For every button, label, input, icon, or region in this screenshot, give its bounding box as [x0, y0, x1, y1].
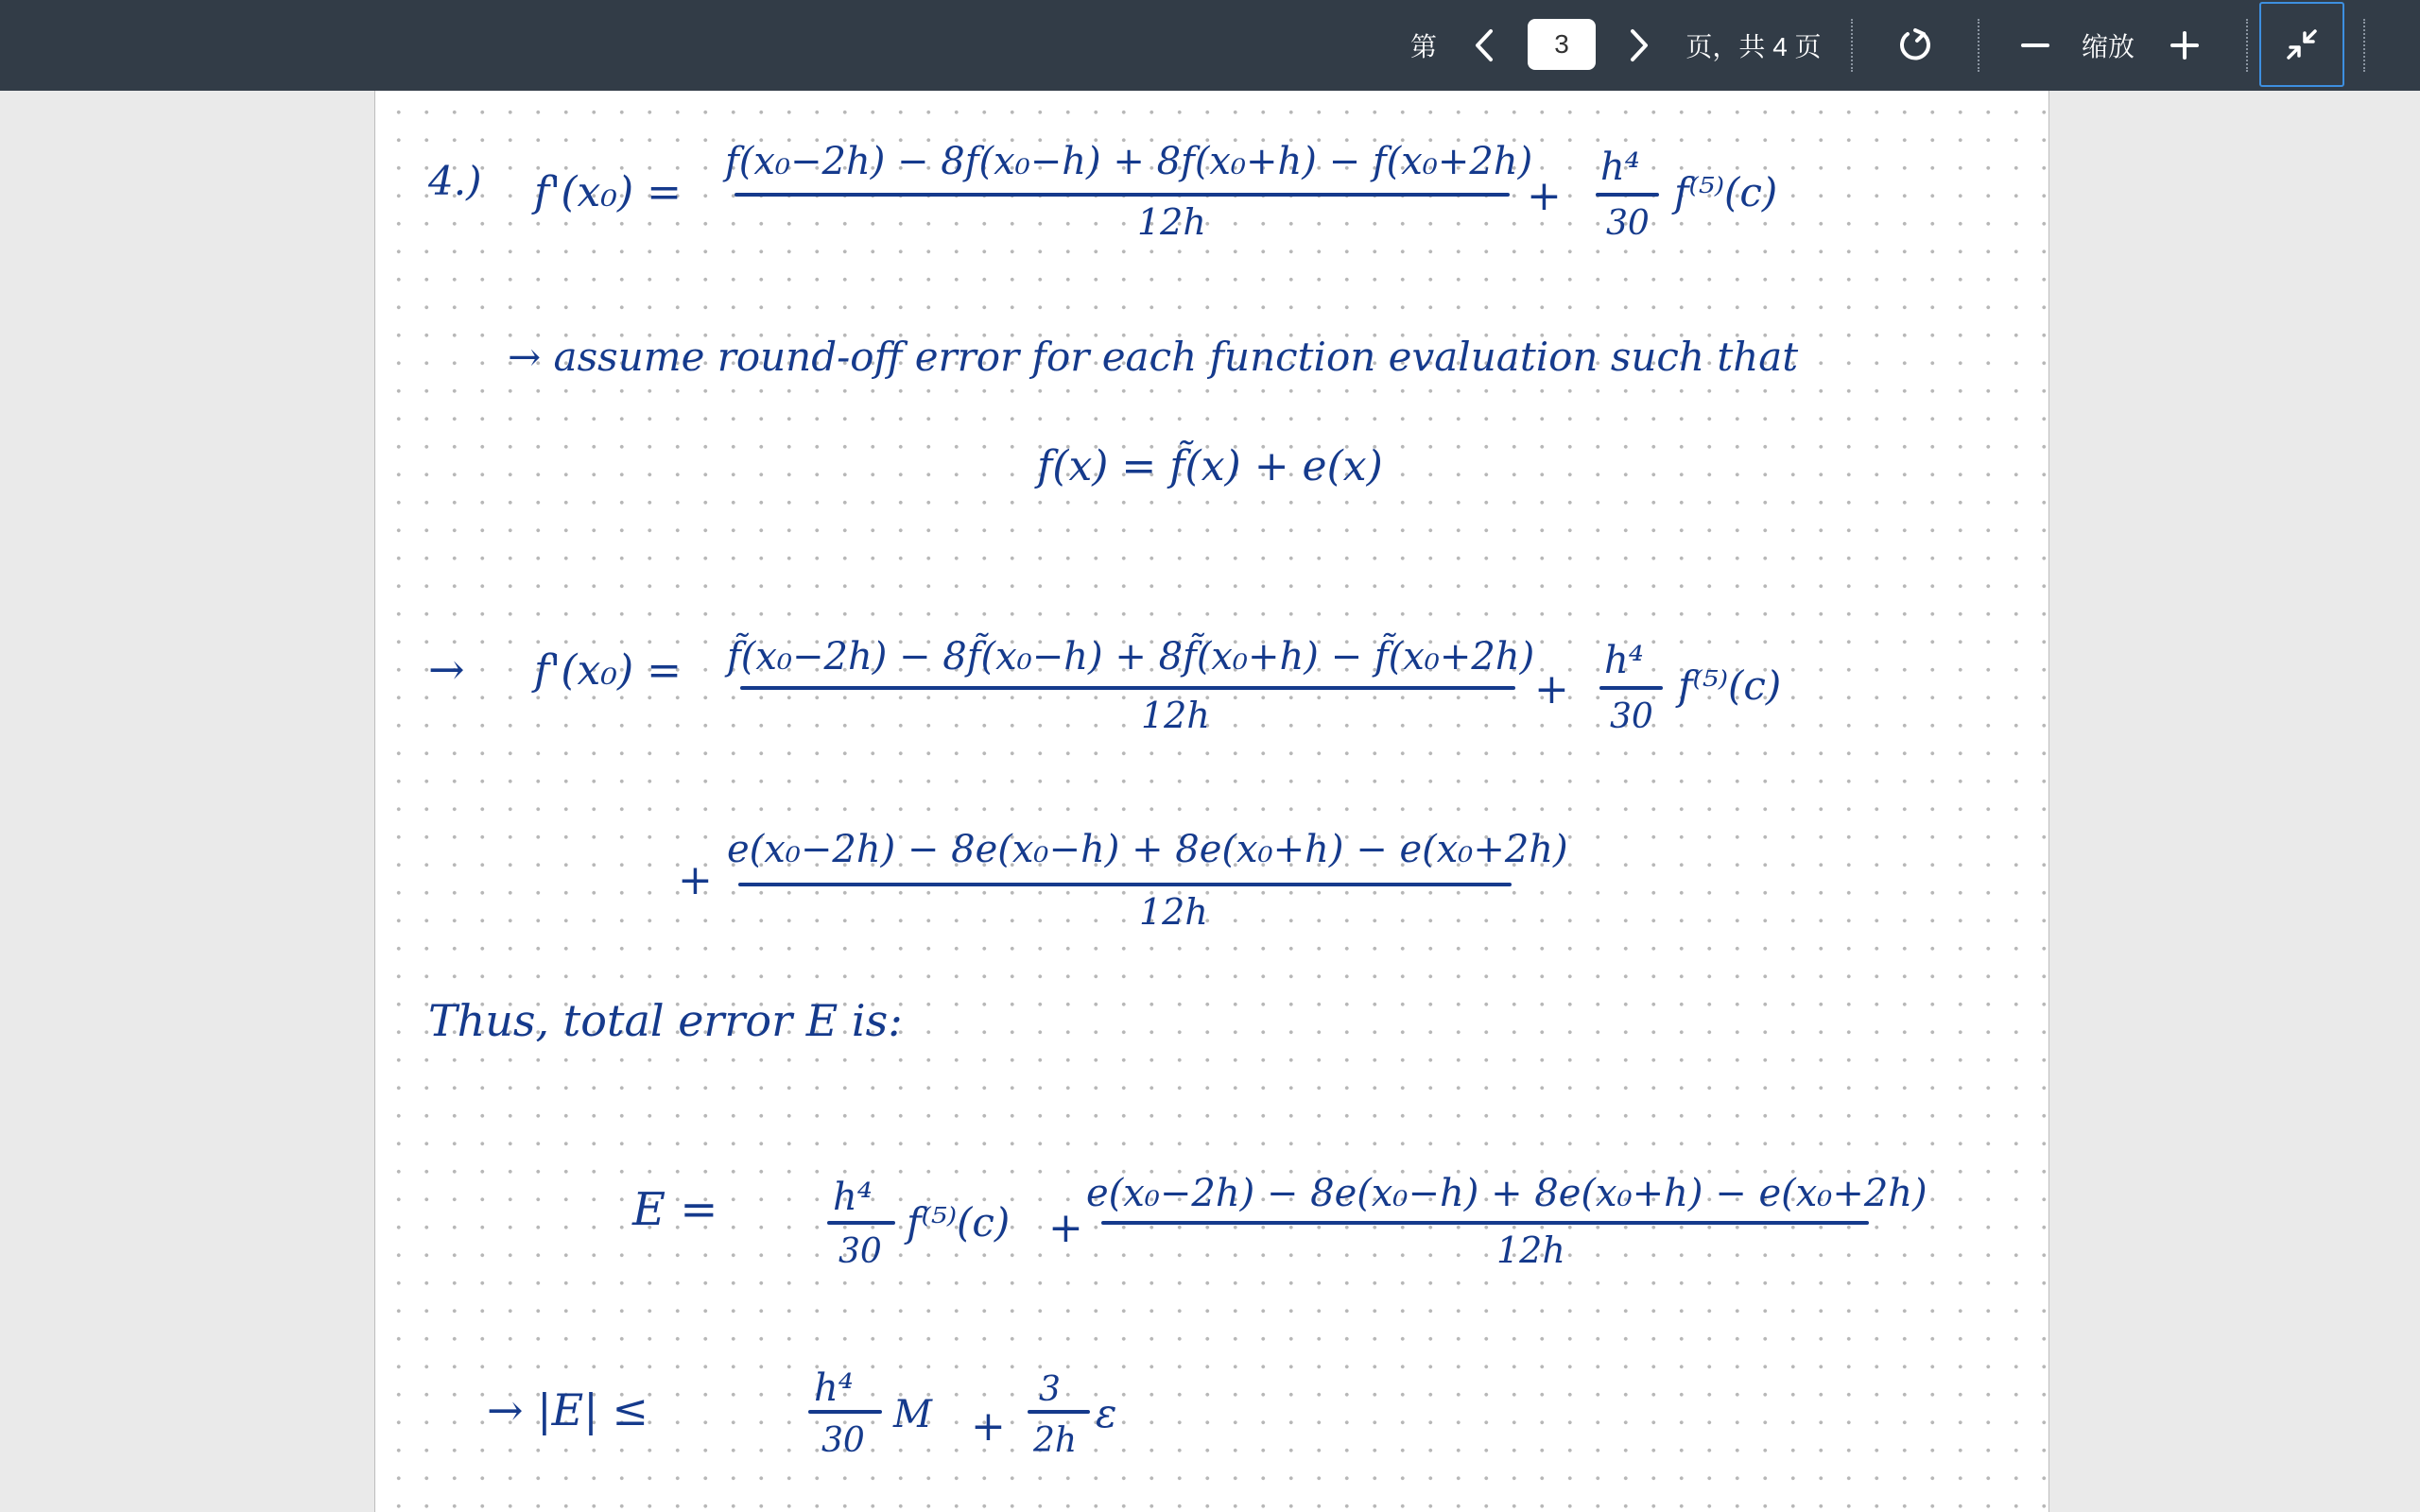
- eq3-numerator: f̃(x₀−2h) − 8f̃(x₀−h) + 8f̃(x₀+h) − f̃(x₀+2h): [727, 635, 1535, 679]
- eq6-M: M: [893, 1393, 932, 1436]
- eq4-denominator: 12h: [1139, 891, 1208, 933]
- prev-page-button[interactable]: [1461, 0, 1507, 91]
- toolbar-divider: [1978, 19, 1979, 72]
- eq3-h4: h⁴: [1604, 639, 1644, 682]
- toolbar-divider: [1851, 19, 1853, 72]
- eq6-epsilon: ε: [1096, 1390, 1117, 1436]
- chevron-right-icon: [1627, 28, 1651, 62]
- toolbar-divider: [2363, 19, 2365, 72]
- eq5-plus: +: [1048, 1204, 1083, 1252]
- eq3-arrow: →: [428, 644, 465, 695]
- viewer-toolbar: [0, 0, 2420, 91]
- plus-icon: [2169, 30, 2200, 60]
- eq1-f5c: f⁽⁵⁾(c): [1674, 169, 1778, 215]
- exit-fullscreen-icon: [2283, 26, 2321, 63]
- problem-label: 4.): [428, 158, 482, 204]
- zoom-out-button[interactable]: [2012, 0, 2059, 91]
- eq3-denominator: 12h: [1141, 695, 1210, 736]
- eq6-2h: 2h: [1033, 1421, 1078, 1460]
- thus-line: Thus, total error E is:: [428, 995, 903, 1046]
- eq1-h4: h⁴: [1600, 146, 1640, 189]
- minus-icon: [2020, 30, 2050, 60]
- eq3-30: 30: [1610, 697, 1653, 736]
- page-number-input[interactable]: [1528, 19, 1596, 70]
- page-prefix-label: 第: [1409, 32, 1437, 61]
- eq6-plus: +: [971, 1402, 1006, 1451]
- rotate-button[interactable]: [1889, 0, 1942, 91]
- zoom-in-button[interactable]: [2161, 0, 2208, 91]
- eq4-numerator: e(x₀−2h) − 8e(x₀−h) + 8e(x₀+h) − e(x₀+2h): [727, 828, 1568, 871]
- eq3-lhs: f'(x₀) =: [534, 646, 683, 695]
- eq1-lhs: f'(x₀) =: [534, 168, 683, 216]
- eq5-f5c: f⁽⁵⁾(c): [907, 1199, 1011, 1246]
- toolbar-divider: [2246, 19, 2248, 72]
- next-page-button[interactable]: [1616, 0, 1662, 91]
- eq5-lhs: E =: [632, 1183, 718, 1236]
- eq5-30: 30: [838, 1232, 882, 1271]
- document-page: [375, 91, 2048, 1512]
- rotate-icon: [1896, 26, 1934, 64]
- eq6-h4: h⁴: [814, 1366, 854, 1410]
- eq6-3: 3: [1039, 1370, 1061, 1409]
- eq1-numerator: f(x₀−2h) − 8f(x₀−h) + 8f(x₀+h) − f(x₀+2h): [725, 140, 1533, 183]
- eq6-30: 30: [821, 1421, 865, 1460]
- chevron-left-icon: [1472, 28, 1496, 62]
- eq1-denominator: 12h: [1137, 201, 1206, 243]
- roundoff-note: → assume round-off error for each function evaluation such that: [508, 334, 1799, 380]
- page-count-label: 页，共 4 页: [1685, 32, 1822, 61]
- eq5-numerator: e(x₀−2h) − 8e(x₀−h) + 8e(x₀+h) − e(x₀+2h): [1086, 1172, 1927, 1215]
- exit-fullscreen-button[interactable]: [2259, 2, 2344, 87]
- eq4-plus: +: [678, 856, 713, 904]
- eq6-lhs: → |E| ≤: [487, 1384, 648, 1435]
- eq2: f(x) = f̃(x) + e(x): [1037, 442, 1383, 490]
- eq1-30: 30: [1606, 204, 1650, 243]
- eq3-plus: +: [1534, 665, 1569, 713]
- handwritten-notes: [375, 91, 2048, 1512]
- eq5-denominator: 12h: [1496, 1229, 1565, 1271]
- eq5-h4: h⁴: [833, 1176, 873, 1219]
- eq3-f5c: f⁽⁵⁾(c): [1678, 662, 1782, 709]
- eq1-plus: +: [1527, 172, 1562, 220]
- zoom-label: 缩放: [2081, 32, 2135, 61]
